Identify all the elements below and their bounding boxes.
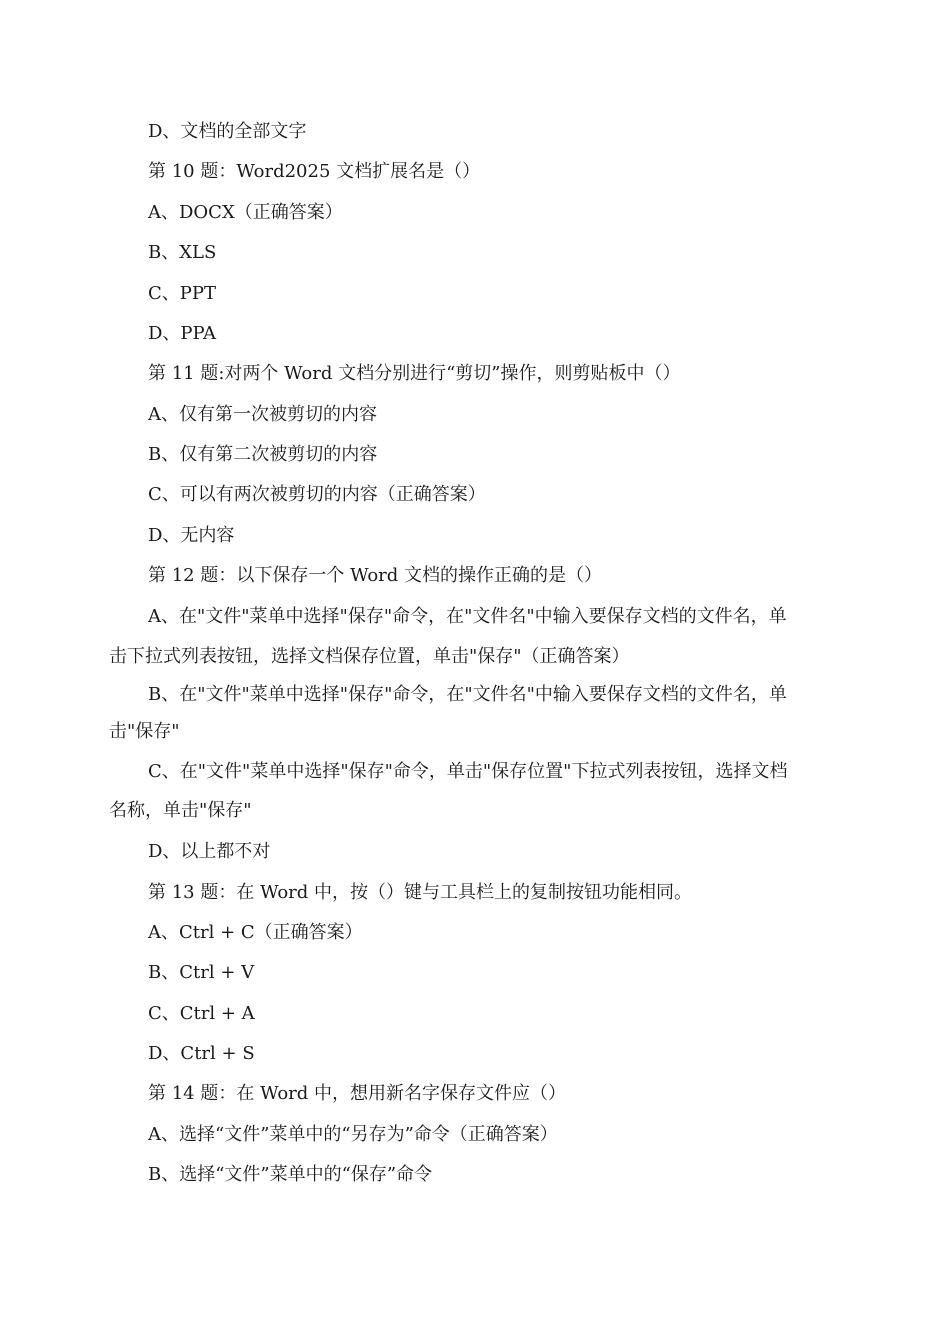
option-12b-continued: 击"保存" — [109, 721, 180, 742]
option-11d: D、无内容 — [148, 525, 235, 546]
option-13b: B、Ctrl + V — [148, 962, 255, 983]
question-14: 第 14 题：在 Word 中，想用新名字保存文件应（） — [148, 1083, 567, 1104]
option-10c: C、PPT — [148, 283, 217, 304]
question-13: 第 13 题：在 Word 中，按（）键与工具栏上的复制按钮功能相同。 — [148, 882, 693, 903]
option-10b: B、XLS — [148, 242, 217, 263]
question-10: 第 10 题：Word2025 文档扩展名是（） — [148, 161, 481, 182]
option-11b: B、仅有第二次被剪切的内容 — [148, 444, 378, 465]
option-10a: A、DOCX（正确答案） — [148, 202, 343, 223]
option-13d: D、Ctrl + S — [148, 1043, 255, 1064]
option-13a: A、Ctrl + C（正确答案） — [148, 922, 363, 943]
option-13c: C、Ctrl + A — [148, 1003, 255, 1024]
option-10d: D、PPA — [148, 323, 217, 344]
question-11: 第 11 题:对两个 Word 文档分别进行“剪切”操作，则剪贴板中（） — [148, 363, 681, 384]
option-9d: D、文档的全部文字 — [148, 121, 307, 142]
option-14b: B、选择“文件”菜单中的“保存”命令 — [148, 1164, 433, 1185]
option-14a: A、选择“文件”菜单中的“另存为”命令（正确答案） — [148, 1124, 558, 1145]
option-12c: C、在"文件"菜单中选择"保存"命令，单击"保存位置"下拉式列表按钮，选择文档 — [148, 761, 788, 782]
option-12c-continued: 名称，单击"保存" — [109, 800, 252, 821]
option-11a: A、仅有第一次被剪切的内容 — [148, 404, 377, 425]
option-11c: C、可以有两次被剪切的内容（正确答案） — [148, 484, 486, 505]
option-12a-continued: 击下拉式列表按钮，选择文档保存位置，单击"保存"（正确答案） — [109, 646, 630, 667]
question-12: 第 12 题：以下保存一个 Word 文档的操作正确的是（） — [148, 565, 603, 586]
option-12b: B、在"文件"菜单中选择"保存"命令，在"文件名"中输入要保存文档的文件名，单 — [148, 684, 787, 705]
option-12d: D、以上都不对 — [148, 841, 271, 862]
option-12a: A、在"文件"菜单中选择"保存"命令，在"文件名"中输入要保存文档的文件名，单 — [148, 606, 787, 627]
